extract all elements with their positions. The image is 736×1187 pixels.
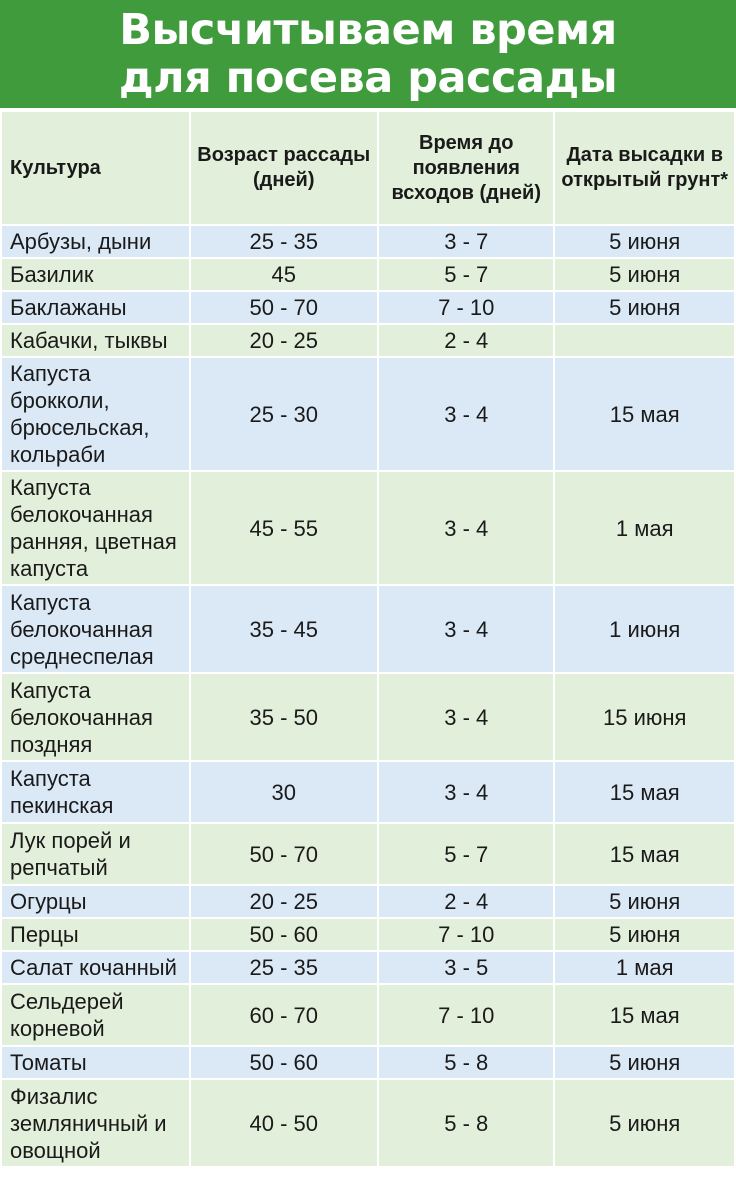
cell-seedling-age: 25 - 30	[191, 358, 378, 470]
cell-seedling-age: 45	[191, 259, 378, 290]
table-row	[2, 358, 734, 470]
cell-germination-time: 7 - 10	[379, 292, 553, 323]
cell-germination-time: 2 - 4	[379, 325, 553, 356]
cell-seedling-age: 30	[191, 762, 378, 822]
cell-planting-date: 1 июня	[555, 586, 734, 672]
table-row	[2, 919, 734, 950]
cell-seedling-age: 20 - 25	[191, 886, 378, 917]
cell-crop: Сельдерей корневой	[2, 985, 189, 1045]
cell-crop: Перцы	[2, 919, 189, 950]
cell-germination-time: 7 - 10	[379, 919, 553, 950]
table-row	[2, 586, 734, 672]
cell-seedling-age: 50 - 60	[191, 1047, 378, 1078]
cell-crop: Капуста белокочанная ранняя, цветная капуста	[2, 472, 189, 584]
cell-germination-time: 3 - 5	[379, 952, 553, 983]
cell-germination-time: 3 - 4	[379, 674, 553, 760]
cell-seedling-age: 20 - 25	[191, 325, 378, 356]
cell-crop: Лук порей и репчатый	[2, 824, 189, 884]
table-row	[2, 952, 734, 983]
cell-planting-date: 15 мая	[555, 985, 734, 1045]
table-row	[2, 226, 734, 257]
column-header-seedling-age: Возраст рассады (дней)	[191, 112, 378, 224]
title-line-1: Высчитываем время	[119, 5, 617, 55]
table-header-row	[2, 112, 734, 224]
cell-germination-time: 5 - 7	[379, 824, 553, 884]
cell-crop: Капуста белокочанная поздняя	[2, 674, 189, 760]
cell-planting-date: 5 июня	[555, 1080, 734, 1166]
cell-planting-date: 5 июня	[555, 1047, 734, 1078]
table-row	[2, 674, 734, 760]
cell-crop: Базилик	[2, 259, 189, 290]
cell-seedling-age: 50 - 70	[191, 824, 378, 884]
cell-seedling-age: 35 - 50	[191, 674, 378, 760]
title-banner	[0, 0, 736, 108]
cell-crop: Капуста брокколи, брюсельская, кольраби	[2, 358, 189, 470]
cell-seedling-age: 35 - 45	[191, 586, 378, 672]
cell-crop: Капуста белокочанная среднеспелая	[2, 586, 189, 672]
table-row	[2, 985, 734, 1045]
cell-germination-time: 3 - 4	[379, 472, 553, 584]
cell-germination-time: 3 - 4	[379, 358, 553, 470]
cell-crop: Баклажаны	[2, 292, 189, 323]
cell-seedling-age: 45 - 55	[191, 472, 378, 584]
cell-crop: Огурцы	[2, 886, 189, 917]
table-row	[2, 292, 734, 323]
cell-planting-date: 5 июня	[555, 919, 734, 950]
cell-germination-time: 3 - 7	[379, 226, 553, 257]
cell-germination-time: 5 - 8	[379, 1080, 553, 1166]
title-line-2: для посева рассады	[118, 53, 618, 103]
seedling-table	[0, 110, 736, 1168]
table-row	[2, 824, 734, 884]
cell-seedling-age: 25 - 35	[191, 226, 378, 257]
cell-planting-date: 15 мая	[555, 762, 734, 822]
cell-planting-date: 5 июня	[555, 886, 734, 917]
cell-crop: Капуста пекинская	[2, 762, 189, 822]
cell-crop: Кабачки, тыквы	[2, 325, 189, 356]
cell-germination-time: 3 - 4	[379, 586, 553, 672]
cell-seedling-age: 50 - 70	[191, 292, 378, 323]
cell-seedling-age: 50 - 60	[191, 919, 378, 950]
cell-planting-date: 5 июня	[555, 259, 734, 290]
cell-crop: Томаты	[2, 1047, 189, 1078]
cell-crop: Салат кочанный	[2, 952, 189, 983]
table-row	[2, 762, 734, 822]
cell-germination-time: 7 - 10	[379, 985, 553, 1045]
cell-germination-time: 5 - 7	[379, 259, 553, 290]
cell-planting-date: 15 июня	[555, 674, 734, 760]
column-header-planting-date: Дата высадки в открытый грунт*	[555, 112, 734, 224]
table-row	[2, 325, 734, 356]
cell-planting-date: 1 мая	[555, 952, 734, 983]
table-row	[2, 1080, 734, 1166]
column-header-crop: Культура	[2, 112, 189, 224]
cell-planting-date: 5 июня	[555, 292, 734, 323]
cell-seedling-age: 60 - 70	[191, 985, 378, 1045]
cell-planting-date: 5 июня	[555, 226, 734, 257]
table-row	[2, 472, 734, 584]
cell-planting-date: 1 мая	[555, 472, 734, 584]
cell-germination-time: 2 - 4	[379, 886, 553, 917]
cell-seedling-age: 40 - 50	[191, 1080, 378, 1166]
table-row	[2, 1047, 734, 1078]
cell-germination-time: 5 - 8	[379, 1047, 553, 1078]
cell-germination-time: 3 - 4	[379, 762, 553, 822]
cell-planting-date: 15 мая	[555, 358, 734, 470]
cell-crop: Арбузы, дыни	[2, 226, 189, 257]
cell-seedling-age: 25 - 35	[191, 952, 378, 983]
cell-crop: Физалис земляничный и овощной	[2, 1080, 189, 1166]
table-row	[2, 886, 734, 917]
cell-planting-date	[555, 325, 734, 356]
column-header-germination-time: Время до появления всходов (дней)	[379, 112, 553, 224]
table-row	[2, 259, 734, 290]
cell-planting-date: 15 мая	[555, 824, 734, 884]
